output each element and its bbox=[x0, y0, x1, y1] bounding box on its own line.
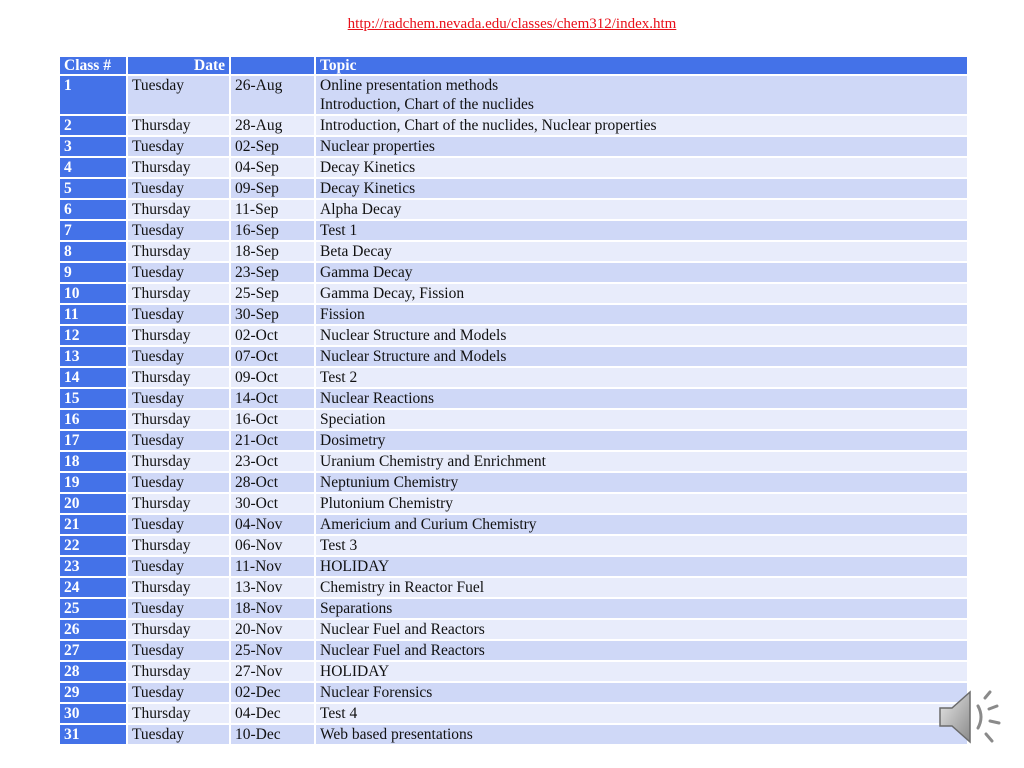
day-cell: Tuesday bbox=[127, 136, 230, 157]
table-row bbox=[59, 157, 968, 178]
table-row bbox=[59, 178, 968, 199]
class-number-cell: 9 bbox=[59, 262, 127, 283]
class-number-cell: 13 bbox=[59, 346, 127, 367]
class-number-cell: 24 bbox=[59, 577, 127, 598]
day-cell: Thursday bbox=[127, 115, 230, 136]
topic-text: Dosimetry bbox=[320, 432, 386, 449]
table-row bbox=[59, 682, 968, 703]
table-header-row bbox=[59, 56, 968, 75]
topic-text: Test 3 bbox=[320, 537, 358, 554]
table-row bbox=[59, 220, 968, 241]
date-cell: 20-Nov bbox=[230, 619, 315, 640]
topic-cell bbox=[315, 178, 968, 199]
date-cell: 02-Dec bbox=[230, 682, 315, 703]
topic-cell bbox=[315, 346, 968, 367]
topic-text: Gamma Decay bbox=[320, 264, 413, 281]
class-number-cell: 23 bbox=[59, 556, 127, 577]
day-cell: Thursday bbox=[127, 367, 230, 388]
day-cell: Tuesday bbox=[127, 598, 230, 619]
topic-cell bbox=[315, 325, 968, 346]
day-cell: Tuesday bbox=[127, 724, 230, 745]
topic-text: Neptunium Chemistry bbox=[320, 474, 459, 491]
date-cell: 25-Sep bbox=[230, 283, 315, 304]
table-row bbox=[59, 493, 968, 514]
topic-text: Decay Kinetics bbox=[320, 159, 416, 176]
table-row bbox=[59, 535, 968, 556]
class-number-cell: 26 bbox=[59, 619, 127, 640]
day-cell: Thursday bbox=[127, 661, 230, 682]
day-cell: Tuesday bbox=[127, 304, 230, 325]
topic-text: Americium and Curium Chemistry bbox=[320, 516, 537, 533]
schedule-body bbox=[59, 75, 968, 745]
class-number-cell: 10 bbox=[59, 283, 127, 304]
class-number-cell: 17 bbox=[59, 430, 127, 451]
day-cell: Tuesday bbox=[127, 346, 230, 367]
topic-cell bbox=[315, 304, 968, 325]
class-number-cell: 28 bbox=[59, 661, 127, 682]
date-cell: 16-Oct bbox=[230, 409, 315, 430]
class-number-cell: 29 bbox=[59, 682, 127, 703]
header-blank bbox=[230, 56, 315, 75]
class-number-cell: 12 bbox=[59, 325, 127, 346]
table-row bbox=[59, 367, 968, 388]
date-cell: 18-Sep bbox=[230, 241, 315, 262]
day-cell: Thursday bbox=[127, 283, 230, 304]
day-cell: Tuesday bbox=[127, 514, 230, 535]
table-row bbox=[59, 346, 968, 367]
date-cell: 09-Oct bbox=[230, 367, 315, 388]
day-cell: Thursday bbox=[127, 199, 230, 220]
topic-text: Web based presentations bbox=[320, 726, 473, 743]
topic-cell bbox=[315, 262, 968, 283]
date-cell: 02-Oct bbox=[230, 325, 315, 346]
topic-cell bbox=[315, 598, 968, 619]
date-cell: 23-Oct bbox=[230, 451, 315, 472]
topic-cell bbox=[315, 199, 968, 220]
topic-text: Nuclear Fuel and Reactors bbox=[320, 621, 485, 638]
topic-text: Plutonium Chemistry bbox=[320, 495, 454, 512]
table-row bbox=[59, 304, 968, 325]
class-number-cell: 31 bbox=[59, 724, 127, 745]
class-number-cell: 2 bbox=[59, 115, 127, 136]
table-row bbox=[59, 325, 968, 346]
date-cell: 28-Aug bbox=[230, 115, 315, 136]
class-number-cell: 27 bbox=[59, 640, 127, 661]
topic-text: Gamma Decay, Fission bbox=[320, 285, 465, 302]
topic-cell bbox=[315, 703, 968, 724]
topic-text: Test 1 bbox=[320, 222, 358, 239]
topic-text: Nuclear Reactions bbox=[320, 390, 435, 407]
topic-text: Uranium Chemistry and Enrichment bbox=[320, 453, 546, 470]
day-cell: Thursday bbox=[127, 577, 230, 598]
class-number-cell: 16 bbox=[59, 409, 127, 430]
date-cell: 21-Oct bbox=[230, 430, 315, 451]
table-row bbox=[59, 577, 968, 598]
table-row bbox=[59, 451, 968, 472]
date-cell: 14-Oct bbox=[230, 388, 315, 409]
class-number-cell: 4 bbox=[59, 157, 127, 178]
topic-cell bbox=[315, 388, 968, 409]
topic-text: Test 4 bbox=[320, 705, 358, 722]
day-cell: Thursday bbox=[127, 241, 230, 262]
table-row bbox=[59, 472, 968, 493]
topic-cell bbox=[315, 619, 968, 640]
date-cell: 04-Dec bbox=[230, 703, 315, 724]
topic-text: Speciation bbox=[320, 411, 386, 428]
table-row bbox=[59, 283, 968, 304]
header-class-number: Class # bbox=[59, 56, 127, 75]
date-cell: 18-Nov bbox=[230, 598, 315, 619]
topic-cell bbox=[315, 367, 968, 388]
date-cell: 04-Sep bbox=[230, 157, 315, 178]
date-cell: 13-Nov bbox=[230, 577, 315, 598]
class-number-cell: 15 bbox=[59, 388, 127, 409]
table-row bbox=[59, 199, 968, 220]
day-cell: Thursday bbox=[127, 703, 230, 724]
day-cell: Tuesday bbox=[127, 640, 230, 661]
day-cell: Tuesday bbox=[127, 178, 230, 199]
topic-cell bbox=[315, 472, 968, 493]
day-cell: Tuesday bbox=[127, 220, 230, 241]
day-cell: Tuesday bbox=[127, 75, 230, 115]
date-cell: 11-Sep bbox=[230, 199, 315, 220]
day-cell: Tuesday bbox=[127, 430, 230, 451]
class-number-cell: 30 bbox=[59, 703, 127, 724]
topic-text: Introduction, Chart of the nuclides, Nuclear properties bbox=[320, 117, 657, 134]
day-cell: Tuesday bbox=[127, 682, 230, 703]
table-row bbox=[59, 136, 968, 157]
topic-text: HOLIDAY bbox=[320, 663, 390, 680]
topic-cell bbox=[315, 157, 968, 178]
topic-cell bbox=[315, 409, 968, 430]
day-cell: Thursday bbox=[127, 409, 230, 430]
date-cell: 04-Nov bbox=[230, 514, 315, 535]
topic-cell bbox=[315, 115, 968, 136]
day-cell: Thursday bbox=[127, 535, 230, 556]
class-number-cell: 8 bbox=[59, 241, 127, 262]
table-row bbox=[59, 724, 968, 745]
day-cell: Thursday bbox=[127, 493, 230, 514]
day-cell: Thursday bbox=[127, 157, 230, 178]
date-cell: 28-Oct bbox=[230, 472, 315, 493]
date-cell: 26-Aug bbox=[230, 75, 315, 115]
table-row bbox=[59, 703, 968, 724]
topic-cell bbox=[315, 556, 968, 577]
date-cell: 02-Sep bbox=[230, 136, 315, 157]
topic-cell bbox=[315, 682, 968, 703]
table-row bbox=[59, 75, 968, 115]
day-cell: Thursday bbox=[127, 619, 230, 640]
class-schedule-table bbox=[58, 55, 969, 746]
date-cell: 06-Nov bbox=[230, 535, 315, 556]
table-row bbox=[59, 262, 968, 283]
day-cell: Thursday bbox=[127, 325, 230, 346]
table-row bbox=[59, 598, 968, 619]
date-cell: 23-Sep bbox=[230, 262, 315, 283]
topic-cell bbox=[315, 136, 968, 157]
date-cell: 09-Sep bbox=[230, 178, 315, 199]
table-row bbox=[59, 514, 968, 535]
date-cell: 25-Nov bbox=[230, 640, 315, 661]
table-row bbox=[59, 409, 968, 430]
topic-text: HOLIDAY bbox=[320, 558, 390, 575]
table-row bbox=[59, 388, 968, 409]
topic-cell bbox=[315, 220, 968, 241]
date-cell: 10-Dec bbox=[230, 724, 315, 745]
date-cell: 30-Oct bbox=[230, 493, 315, 514]
topic-text: Test 2 bbox=[320, 369, 358, 386]
header-date: Date bbox=[127, 56, 230, 75]
topic-text: Chemistry in Reactor Fuel bbox=[320, 579, 485, 596]
topic-cell bbox=[315, 724, 968, 745]
topic-cell bbox=[315, 535, 968, 556]
topic-cell bbox=[315, 661, 968, 682]
date-cell: 27-Nov bbox=[230, 661, 315, 682]
table-row bbox=[59, 430, 968, 451]
topic-text: Nuclear Structure and Models bbox=[320, 348, 507, 365]
class-number-cell: 20 bbox=[59, 493, 127, 514]
class-number-cell: 3 bbox=[59, 136, 127, 157]
date-cell: 30-Sep bbox=[230, 304, 315, 325]
topic-text: Fission bbox=[320, 306, 365, 323]
date-cell: 16-Sep bbox=[230, 220, 315, 241]
topic-cell bbox=[315, 640, 968, 661]
day-cell: Thursday bbox=[127, 451, 230, 472]
topic-text: Nuclear Structure and Models bbox=[320, 327, 507, 344]
table-row bbox=[59, 241, 968, 262]
date-cell: 07-Oct bbox=[230, 346, 315, 367]
topic-cell bbox=[315, 283, 968, 304]
topic-text: Decay Kinetics bbox=[320, 180, 416, 197]
class-number-cell: 6 bbox=[59, 199, 127, 220]
day-cell: Tuesday bbox=[127, 472, 230, 493]
audio-speaker-icon[interactable] bbox=[936, 684, 1006, 750]
topic-text: Online presentation methods bbox=[320, 77, 499, 94]
day-cell: Tuesday bbox=[127, 262, 230, 283]
topic-text-line-2: Introduction, Chart of the nuclides bbox=[320, 96, 534, 113]
topic-text: Separations bbox=[320, 600, 393, 617]
table-row bbox=[59, 619, 968, 640]
speaker-icon bbox=[936, 684, 1006, 750]
topic-cell bbox=[315, 430, 968, 451]
topic-cell bbox=[315, 451, 968, 472]
class-number-cell: 5 bbox=[59, 178, 127, 199]
class-number-cell: 11 bbox=[59, 304, 127, 325]
table-row bbox=[59, 556, 968, 577]
topic-text: Nuclear Fuel and Reactors bbox=[320, 642, 485, 659]
class-number-cell: 1 bbox=[59, 75, 127, 115]
topic-cell bbox=[315, 241, 968, 262]
class-number-cell: 19 bbox=[59, 472, 127, 493]
day-cell: Tuesday bbox=[127, 556, 230, 577]
class-number-cell: 25 bbox=[59, 598, 127, 619]
day-cell: Tuesday bbox=[127, 388, 230, 409]
topic-text: Alpha Decay bbox=[320, 201, 402, 218]
topic-cell bbox=[315, 577, 968, 598]
header-topic: Topic bbox=[315, 56, 968, 75]
course-url-link[interactable]: http://radchem.nevada.edu/classes/chem312/index.htm bbox=[347, 16, 677, 32]
topic-cell bbox=[315, 493, 968, 514]
class-number-cell: 7 bbox=[59, 220, 127, 241]
topic-text: Nuclear properties bbox=[320, 138, 435, 155]
class-number-cell: 22 bbox=[59, 535, 127, 556]
class-number-cell: 14 bbox=[59, 367, 127, 388]
topic-text: Nuclear Forensics bbox=[320, 684, 433, 701]
date-cell: 11-Nov bbox=[230, 556, 315, 577]
topic-text: Beta Decay bbox=[320, 243, 392, 260]
table-row bbox=[59, 640, 968, 661]
topic-cell bbox=[315, 75, 968, 115]
class-number-cell: 18 bbox=[59, 451, 127, 472]
topic-cell bbox=[315, 514, 968, 535]
class-number-cell: 21 bbox=[59, 514, 127, 535]
table-row bbox=[59, 115, 968, 136]
table-row bbox=[59, 661, 968, 682]
